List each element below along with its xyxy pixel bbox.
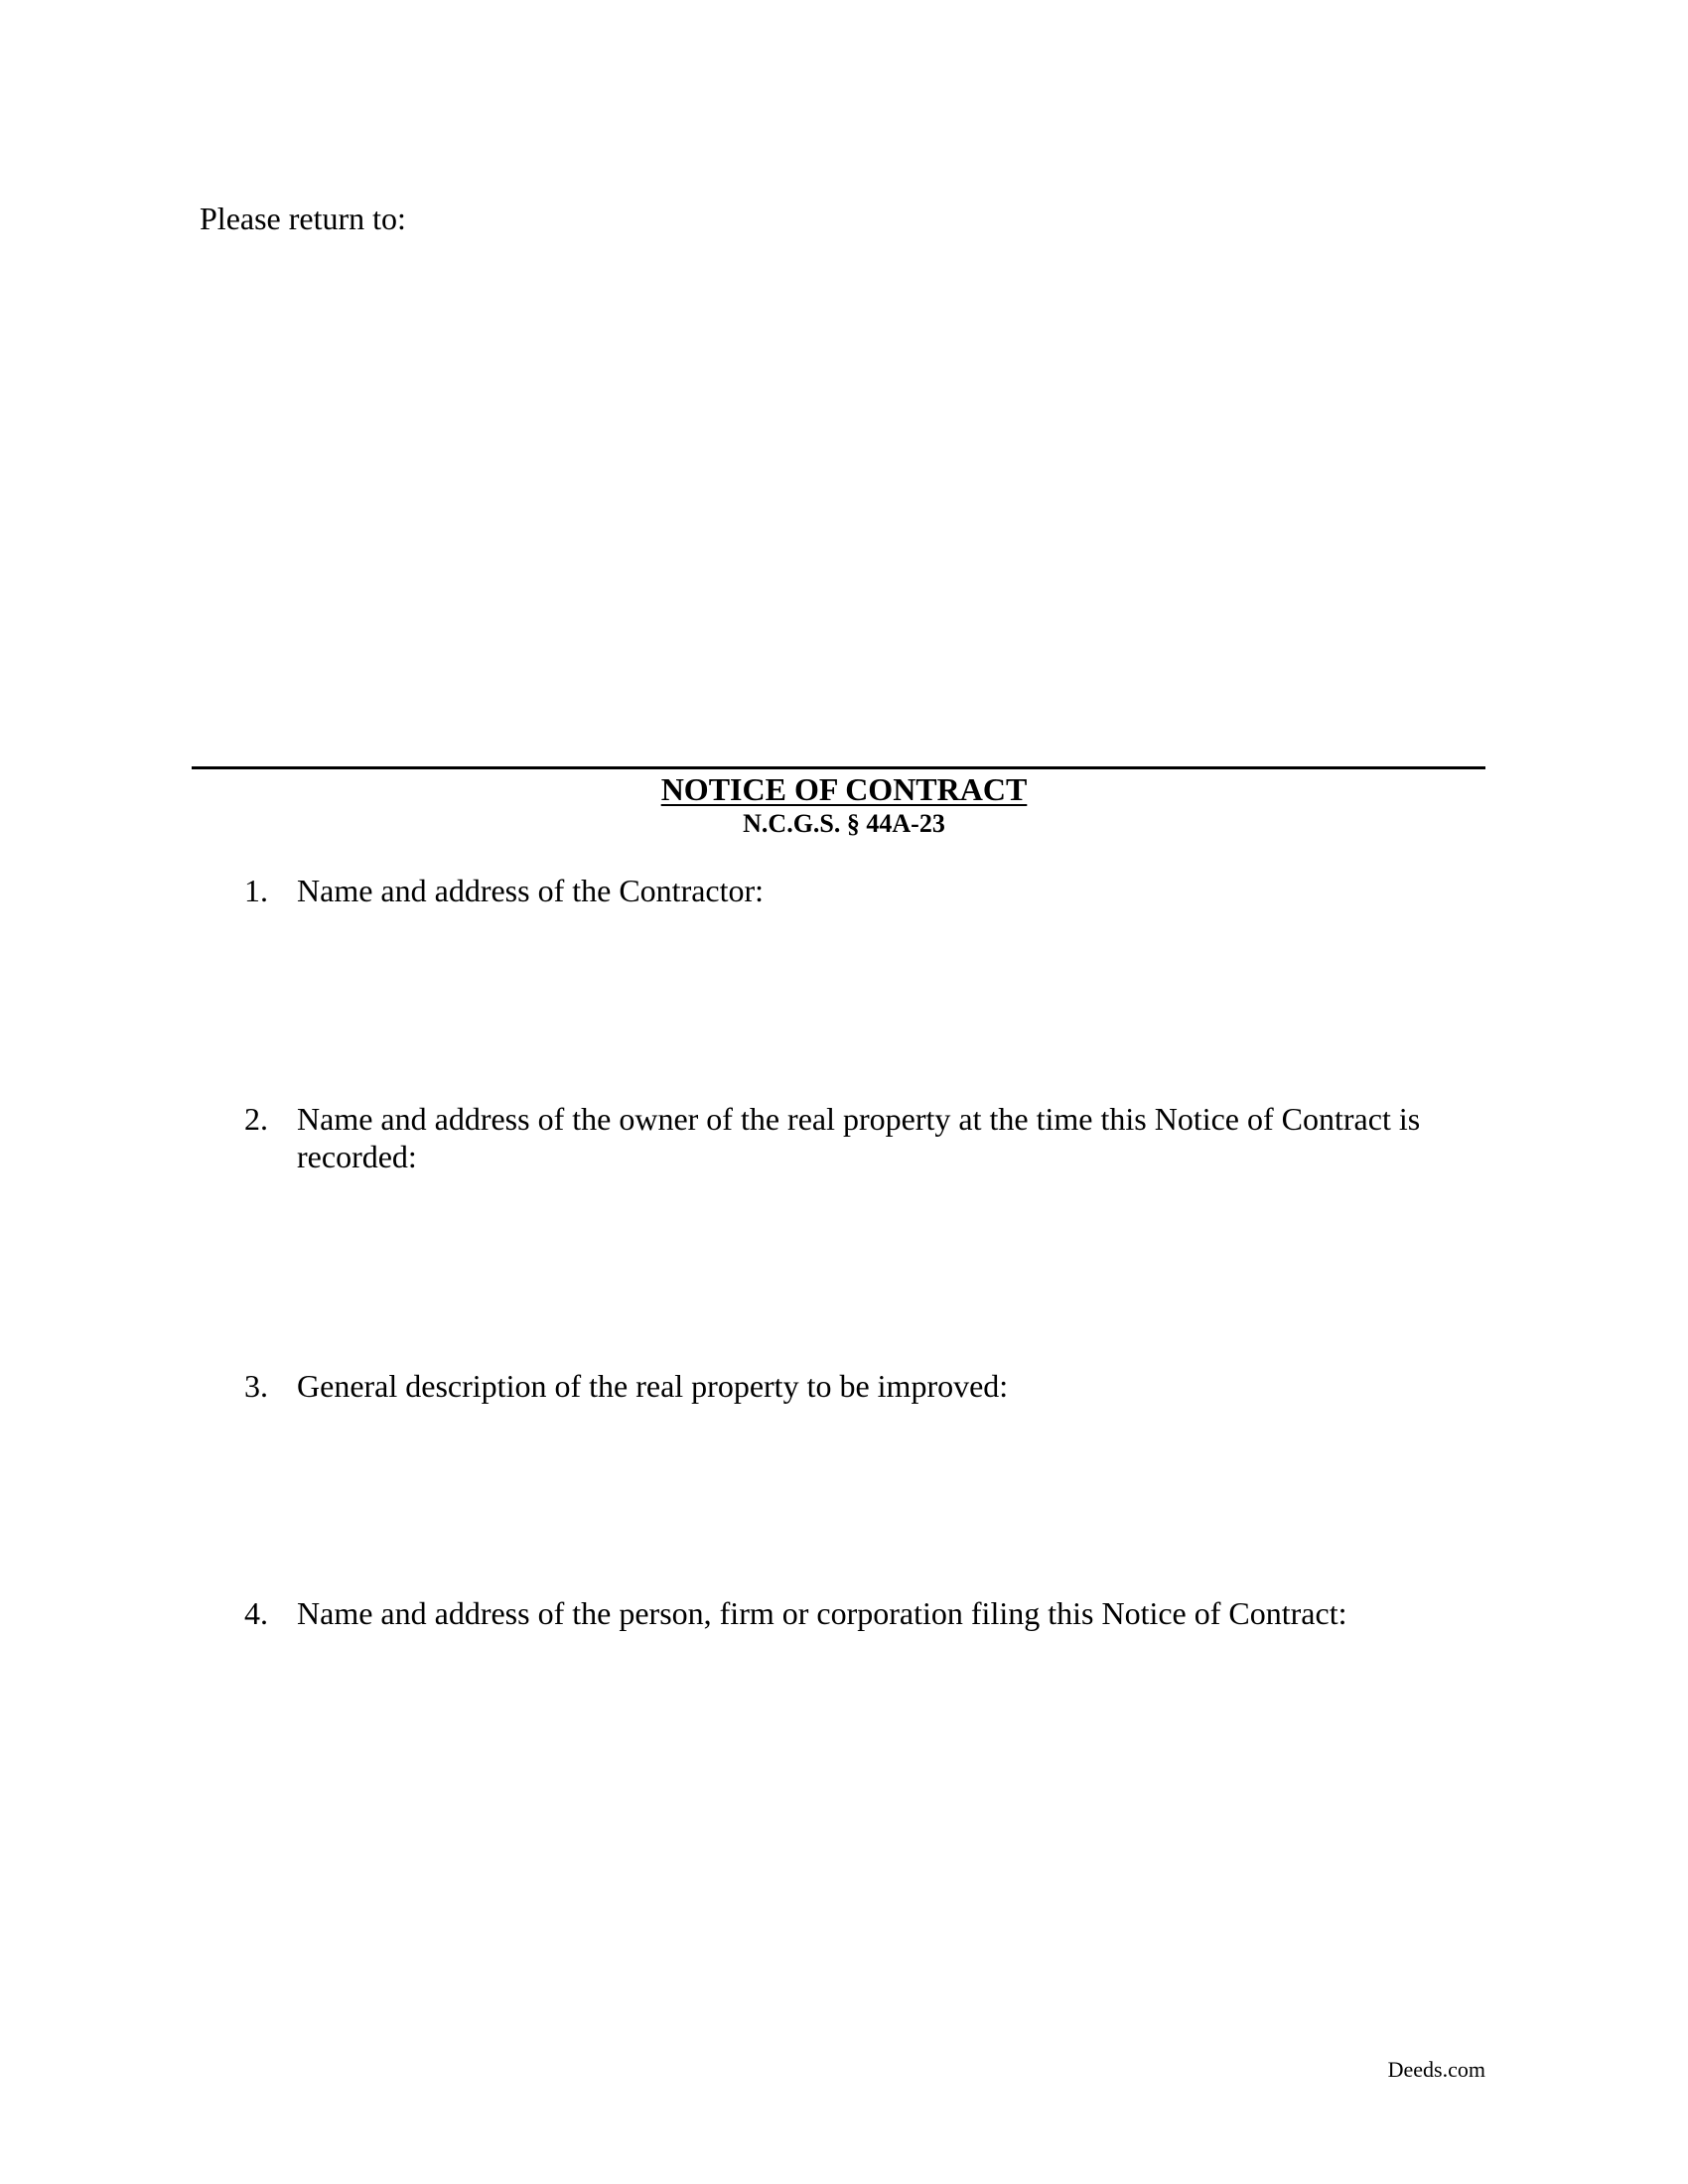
list-item-number: 4. bbox=[244, 1595, 268, 1631]
return-address-label: Please return to: bbox=[200, 201, 406, 236]
list-item-text: Name and address of the person, firm or corporation filing this Notice of Contract: bbox=[297, 1595, 1347, 1631]
footer-source: Deeds.com bbox=[1387, 2057, 1485, 2082]
document-title bbox=[0, 769, 1688, 809]
list-item-number: 1. bbox=[244, 873, 268, 908]
list-item-text: Name and address of the owner of the real property at the time this Notice of Contract is recorded: bbox=[297, 1101, 1421, 1174]
list-item-number: 2. bbox=[244, 1101, 268, 1137]
list-item-number: 3. bbox=[244, 1368, 268, 1404]
document-title-text: NOTICE OF CONTRACT bbox=[660, 771, 1028, 807]
list-item-text: General description of the real property to be improved: bbox=[297, 1368, 1009, 1404]
statute-reference: N.C.G.S. § 44A-23 bbox=[743, 809, 945, 838]
list-item-text: Name and address of the Contractor: bbox=[297, 873, 765, 908]
